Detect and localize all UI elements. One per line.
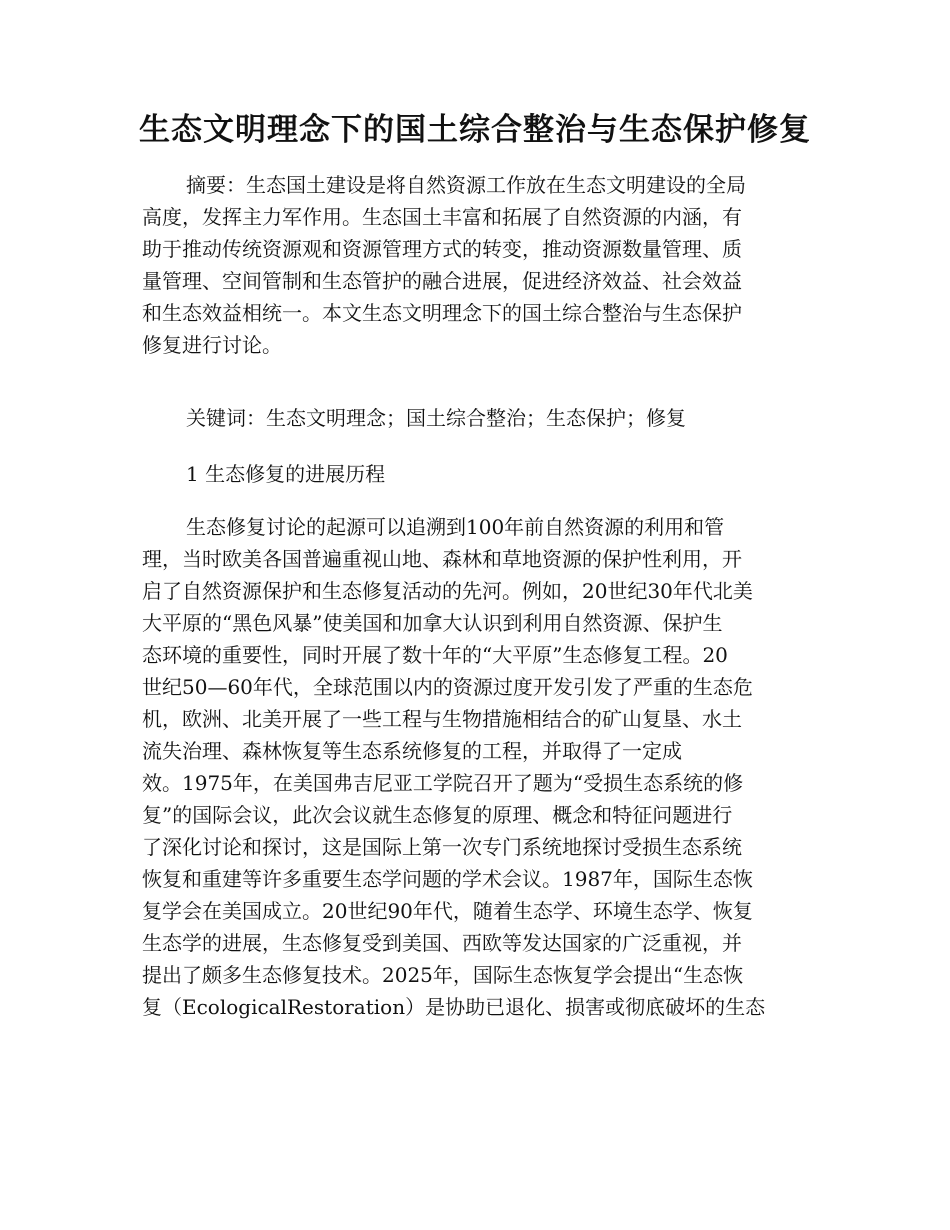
body-line: 效。1975年，在美国弗吉尼亚工学院召开了题为“受损生态系统的修 (142, 771, 744, 795)
abstract-line: 高度，发挥主力军作用。生态国土丰富和拓展了自然资源的内涵，有 (142, 205, 742, 229)
abstract-line: 修复进行讨论。 (142, 333, 282, 357)
body-line: 态环境的重要性，同时开展了数十年的“大平原”生态修复工程。20 (142, 643, 728, 667)
body-line: 世纪50—60年代，全球范围以内的资源过度开发引发了严重的生态危 (142, 675, 753, 699)
body-line: 复（EcologicalRestoration）是协助已退化、损害或彻底破坏的生态 (142, 995, 766, 1019)
keywords-line: 关键词：生态文明理念；国土综合整治；生态保护；修复 (186, 406, 686, 430)
body-line: 理，当时欧美各国普遍重视山地、森林和草地资源的保护性利用，开 (142, 547, 742, 571)
body-line: 提出了颇多生态修复技术。2025年，国际生态恢复学会提出“生态恢 (142, 963, 744, 987)
body-line: 生态学的进展，生态修复受到美国、西欧等发达国家的广泛重视，并 (142, 931, 742, 955)
section-heading: 1 生态修复的进展历程 (186, 462, 386, 486)
body-line: 复”的国际会议，此次会议就生态修复的原理、概念和特征问题进行 (142, 803, 733, 827)
body-line: 大平原的“黑色风暴”使美国和加拿大认识到利用自然资源、保护生 (142, 611, 723, 635)
document-title: 生态文明理念下的国土综合整治与生态保护修复 (139, 112, 811, 148)
body-line: 了深化讨论和探讨，这是国际上第一次专门系统地探讨受损生态系统 (142, 835, 742, 859)
body-line: 生态修复讨论的起源可以追溯到100年前自然资源的利用和管 (186, 515, 725, 539)
body-line: 启了自然资源保护和生态修复活动的先河。例如，20世纪30年代北美 (142, 579, 753, 603)
body-line: 机，欧洲、北美开展了一些工程与生物措施相结合的矿山复垦、水土 (142, 707, 742, 731)
abstract-line: 量管理、空间管制和生态管护的融合进展，促进经济效益、社会效益 (142, 269, 742, 293)
body-line: 流失治理、森林恢复等生态系统修复的工程，并取得了一定成 (142, 739, 682, 763)
body-line: 恢复和重建等许多重要生态学问题的学术会议。1987年，国际生态恢 (142, 867, 753, 891)
abstract-line: 助于推动传统资源观和资源管理方式的转变，推动资源数量管理、质 (142, 237, 742, 261)
body-line: 复学会在美国成立。20世纪90年代，随着生态学、环境生态学、恢复 (142, 899, 753, 923)
abstract-line: 和生态效益相统一。本文生态文明理念下的国土综合整治与生态保护 (142, 301, 742, 325)
abstract-line: 摘要：生态国土建设是将自然资源工作放在生态文明建设的全局 (186, 173, 746, 197)
